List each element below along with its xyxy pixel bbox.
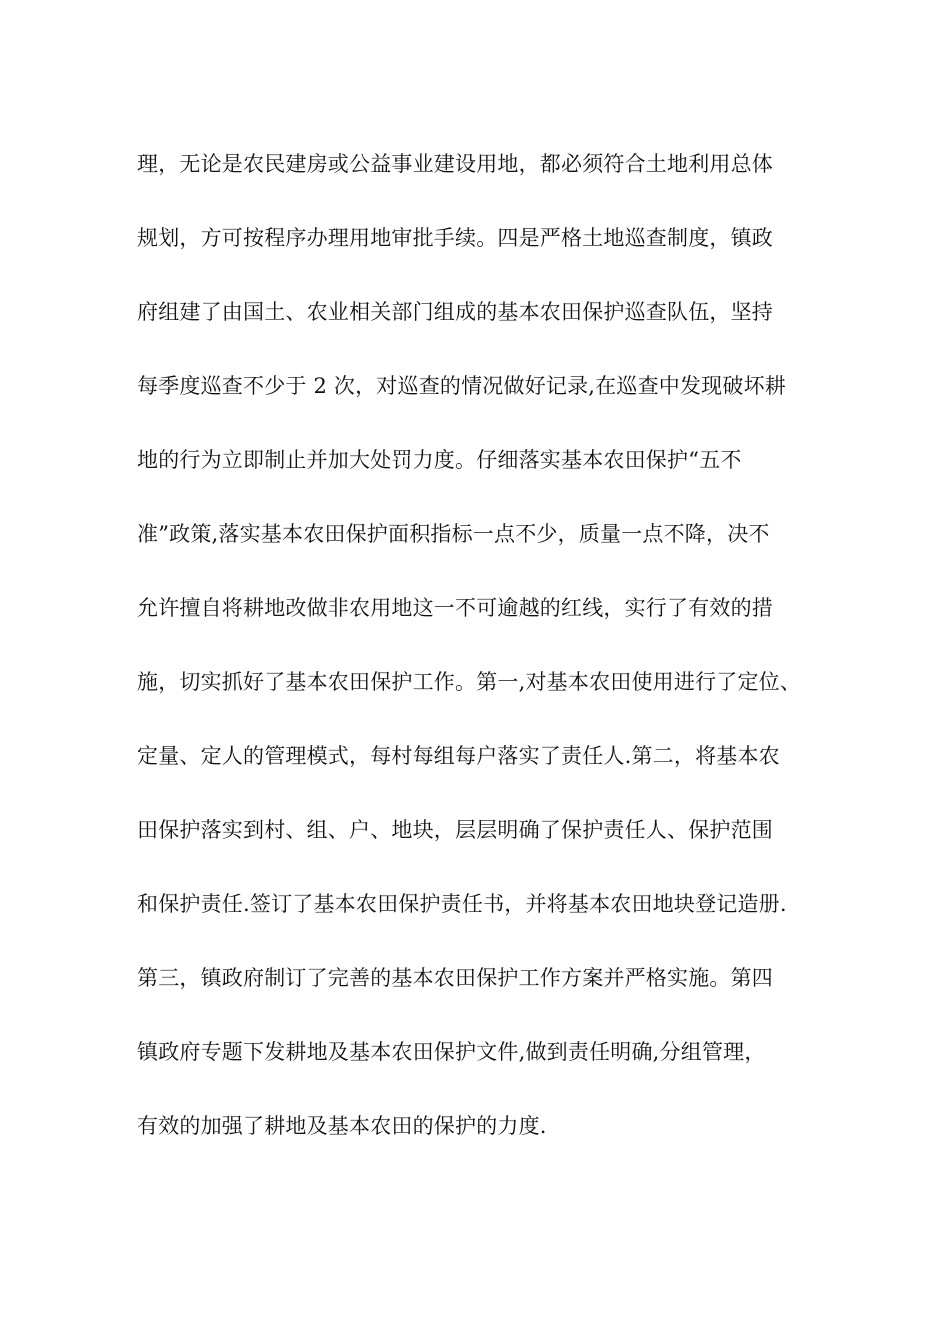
- text-line: 第三，镇政府制订了完善的基本农田保护工作方案并严格实施。第四: [137, 966, 773, 990]
- text-line: 理，无论是农民建房或公益事业建设用地，都必须符合土地利用总体: [137, 152, 773, 176]
- text-line: 田保护落实到村、组、户、地块，层层明确了保护责任人、保护范围: [137, 818, 773, 842]
- text-line: 有效的加强了耕地及基本农田的保护的力度.: [137, 1114, 547, 1138]
- text-line: 规划，方可按程序办理用地审批手续。四是严格土地巡查制度，镇政: [137, 226, 773, 250]
- text-line: 允许擅自将耕地改做非农用地这一不可逾越的红线，实行了有效的措: [137, 596, 773, 620]
- text-line: 镇政府专题下发耕地及基本农田保护文件,做到责任明确,分组管理，: [137, 1040, 766, 1064]
- text-line: 施，切实抓好了基本农田保护工作。第一,对基本农田使用进行了定位、: [137, 670, 802, 694]
- text-line: 定量、定人的管理模式，每村每组每户落实了责任人.第二，将基本农: [137, 744, 780, 768]
- text-line: 地的行为立即制止并加大处罚力度。仔细落实基本农田保护“五不: [137, 448, 742, 472]
- text-line: 准”政策,落实基本农田保护面积指标一点不少，质量一点不降，决不: [137, 522, 770, 546]
- text-line: 和保护责任.签订了基本农田保护责任书，并将基本农田地块登记造册.: [137, 892, 787, 916]
- body-text: [137, 143, 837, 1179]
- text-line: 府组建了由国土、农业相关部门组成的基本农田保护巡查队伍，坚持: [137, 300, 773, 324]
- text-line: 每季度巡查不少于 2 次，对巡查的情况做好记录,在巡查中发现破坏耕: [137, 374, 786, 398]
